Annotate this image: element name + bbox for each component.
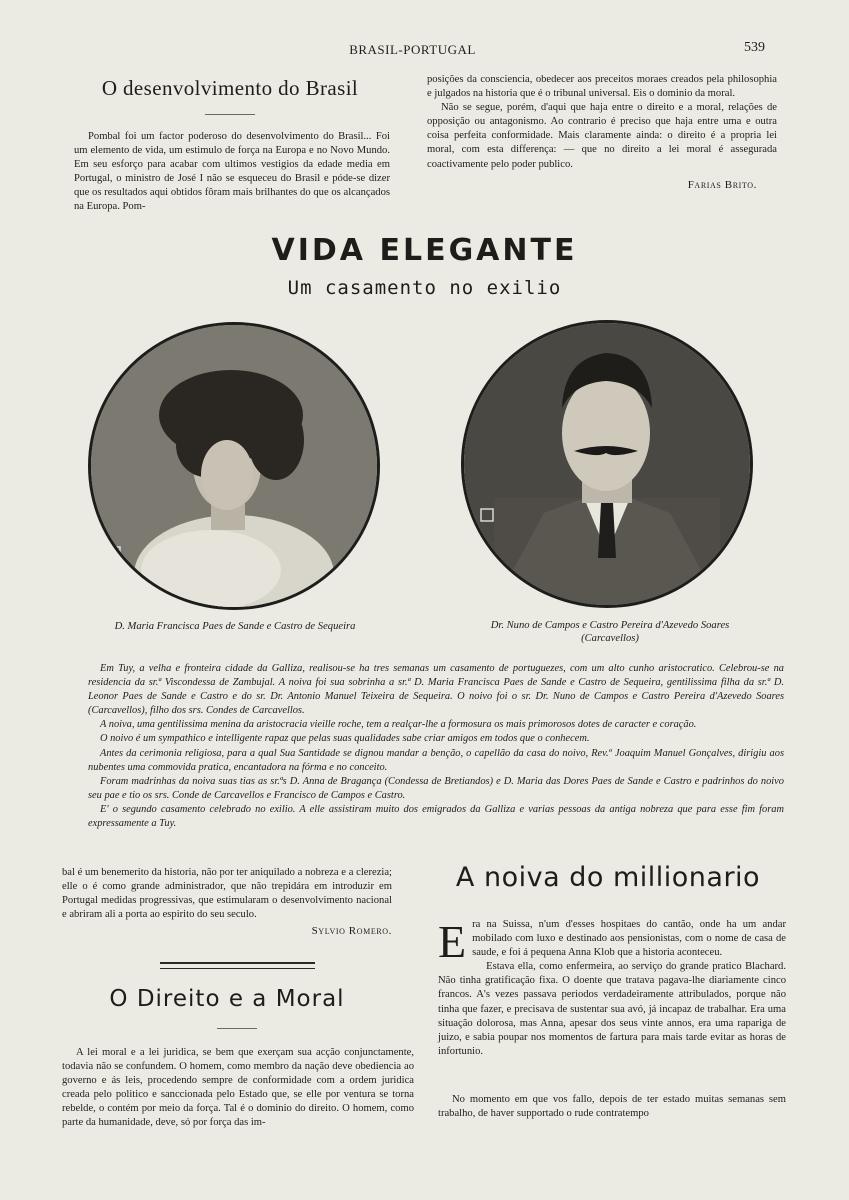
story-paragraph: Antes da cerimonia religiosa, para a qual Sua Santidade se dignou mandar a benção, o capellão da casa do noivo, Rev.º Joaquim Manuel Gonçalves, dirigiu aos nubentes uma commovida pratica, encantadora na fórma e no conceito. bbox=[88, 747, 784, 773]
groom-portrait-photo bbox=[461, 320, 753, 608]
article-title-noiva: A noiva do millionario bbox=[455, 862, 761, 893]
article-noiva-column bbox=[438, 918, 786, 1121]
feature-title: VIDA ELEGANTE bbox=[271, 233, 578, 268]
article-paragraph: bal é um benemerito da historia, não por ter aniquilado a nobreza e a clerezia; elle o é como grande administrador, que não trepidára em introduzir em Portugal medidas progressivas, que estimularam o desenvolvimento nacional e abriram ali a porta ao espirito do seu seculo. bbox=[62, 867, 392, 921]
title-divider bbox=[205, 114, 255, 115]
story-paragraph: A noiva, uma gentilissima menina da aristocracia vieille roche, tem a realçar-lhe a formosura os mais primorosos dotes de caracter e coração. bbox=[100, 719, 697, 731]
story-paragraph: Foram madrinhas da noiva suas tias as sr.ªs D. Anna de Bragança (Condessa de Bretiandos) e D. Maria das Dores Paes de Sande e Castro e padrinhos do noivo seu pae e tio os srs. Conde de Carcavellos e Francisco de Campos e Castro. bbox=[88, 775, 784, 801]
page-header bbox=[0, 42, 849, 62]
title-divider bbox=[217, 1028, 257, 1029]
article-desenvolvimento-continuation bbox=[62, 866, 392, 938]
article-paragraph: Estava ella, como enfermeira, ao serviço do grande pratico Blachard. Não tinha gratificação fixa. O doente que tratava pagava-lhe diariamente cinco francos. A's vezes passava periodos verdadeiramente attribulados, porque não tinha que fazer, e precisava de sustentar sua avó, já incapaz de trabalhar. Era uma situação dolorosa, mas Anna, apesar dos seus vinte annos, era uma rapariga de juizo, e sabia poupar nos momentos de fartura para mais tarde evitar as horas de infortunio. bbox=[438, 961, 786, 1057]
article-paragraph: posições da consciencia, obedecer aos preceitos moraes creados pela philosophia e julgados na historia que é o tribunal universal. Eis o dominio da moral. bbox=[427, 74, 777, 100]
article-paragraph bbox=[438, 916, 786, 967]
article-paragraph: Pombal foi um factor poderoso do desenvolvimento do Brasil... Foi um elemento de vida, um estimulo de força na Europa e no Novo Mundo. Em seu esforço para acabar com ultimos vestigios da edade media em Portugal, o ministro de José I não se esqueceu do Brasil e póde-se dizer que os resultados aqui obtidos fôram mais brilhantes do que os alcançados na Europa. Pom- bbox=[74, 131, 390, 213]
article-title-desenvolvimento: O desenvolvimento do Brasil bbox=[101, 76, 359, 100]
article-title-direito: O Direito e a Moral bbox=[109, 986, 345, 1012]
article-paragraph: A lei moral e a lei juridica, se bem que exerçam sua acção conjunctamente, todavia não se confundem. O homem, como membro da nação deve obediencia ao governo e ás leis, procedendo sempre de conformidade com a ordem juridica creada pelo politico e sanccionada pelo Estado que, se elle por ventura se torna rebelde, o contém por meio da força. Tal é o dominio do direito. O homem, como parte da humanidade, deve, só por força das im- bbox=[62, 1047, 414, 1129]
article-paragraph: Não se segue, porém, d'aqui que haja entre o direito e a moral, relações de opposição ou antagonismo. Ao contrario é preciso que haja entre uma e outra coisa perfeita conformidade. Mais claramente ainda: o direito é a propria lei moral, com esta differença: — que no direito a lei moral é assegurada coactivamente pelo poder publico. bbox=[427, 102, 777, 170]
article-paragraph: No momento em que vos fallo, depois de ter estado muitas semanas sem trabalho, de haver supportado o rude contratempo bbox=[438, 1093, 786, 1120]
article-desenvolvimento-column bbox=[74, 130, 390, 215]
bride-portrait-photo bbox=[88, 322, 380, 610]
author-signature: Sylvio Romero. bbox=[311, 925, 392, 938]
feature-subtitle: Um casamento no exilio bbox=[287, 277, 562, 299]
article-paragraph-text: ra na Suissa, n'um d'esses hospitaes do cantão, onde ha um andar mobilado com luxo e destinado aos pensionistas, com o nome de casa de saude, e foi á pequena Anna Klob que a historia aconteceu. bbox=[472, 919, 786, 959]
section-divider bbox=[160, 962, 315, 964]
author-signature: Farias Brito. bbox=[687, 178, 757, 191]
groom-caption bbox=[440, 619, 780, 645]
article-direito-column bbox=[62, 1046, 414, 1131]
wedding-story bbox=[88, 662, 784, 831]
groom-caption-title: (Carcavellos) bbox=[581, 633, 639, 644]
bride-caption: D. Maria Francisca Paes de Sande e Castro de Sequeira bbox=[114, 621, 356, 632]
story-paragraph: Em Tuy, a velha e fronteira cidade da Galliza, realisou-se ha tres semanas um casamento de portuguezes, com um alto cunho aristocratico. Celebrou-se na residencia da sr.ª Viscondessa de Zambujal. A noiva foi sua sobrinha a sr.ª D. Maria Francisca Paes de Sande e Castro de Sequeira, gentilissima filha da sr.ª D. Leonor Paes de Sande e Castro e do sr. Dr. Antonio Manuel Teixeira de Sequeira. O noivo foi o sr. Dr. Nuno de Campos e Castro Pereira d'Azevedo Soares (Carcavellos), filho dos srs. Condes de Carcavellos. bbox=[88, 663, 784, 717]
page-number: 539 bbox=[744, 40, 765, 55]
section-divider bbox=[160, 968, 315, 969]
story-paragraph: E' o segundo casamento celebrado no exilio. A elle assistiram muito dos emigrados da Galliza e varias pessoas da antiga nobreza que para esse fim foram expressamente a Tuy. bbox=[88, 803, 784, 830]
groom-caption-name: Dr. Nuno de Campos e Castro Pereira d'Azevedo Soares bbox=[490, 620, 730, 631]
drop-cap: E bbox=[438, 916, 467, 967]
story-paragraph: O noivo é um sympathico e intelligente rapaz que pelas suas qualidades sabe criar amigos em todos que o conhecem. bbox=[100, 733, 590, 745]
article-direito-continuation bbox=[427, 73, 777, 192]
running-title: BRASIL-PORTUGAL bbox=[349, 42, 476, 57]
